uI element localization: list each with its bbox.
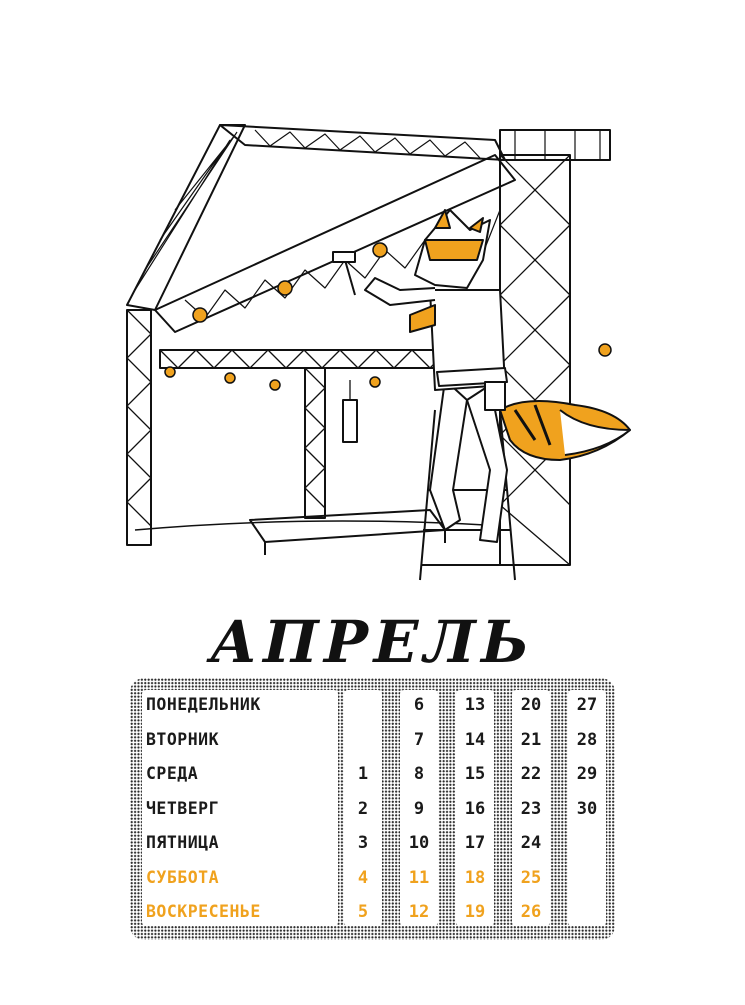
date-cell: 24 bbox=[520, 833, 542, 853]
date-cell: 12 bbox=[408, 902, 430, 922]
weekday-label: ВТОРНИК bbox=[146, 729, 220, 749]
fox-worker bbox=[333, 210, 630, 580]
roof-truss-left bbox=[127, 125, 245, 310]
date-cell: 8 bbox=[413, 764, 425, 784]
month-title: АПРЕЛЬ bbox=[202, 608, 543, 676]
date-cell: 5 bbox=[357, 902, 369, 922]
left-tower bbox=[127, 310, 151, 545]
date-cell: 3 bbox=[357, 833, 369, 853]
right-tower bbox=[500, 130, 610, 565]
date-cell: 10 bbox=[408, 833, 430, 853]
weekday-labels-panel bbox=[142, 690, 338, 926]
date-cell: 2 bbox=[357, 798, 369, 819]
date-cell: 23 bbox=[520, 798, 542, 819]
date-cell: 26 bbox=[520, 902, 542, 922]
weekday-label: СУББОТА bbox=[146, 867, 220, 887]
date-cell: 28 bbox=[576, 729, 598, 750]
date-cell: 1 bbox=[357, 764, 369, 784]
roof-truss-back bbox=[220, 125, 505, 160]
date-cell: 29 bbox=[576, 764, 598, 784]
date-cell: 16 bbox=[464, 798, 486, 819]
date-cell: 27 bbox=[576, 695, 598, 715]
weekday-label: СРЕДА bbox=[146, 764, 199, 783]
date-cell: 6 bbox=[413, 695, 425, 715]
date-cell: 20 bbox=[520, 695, 542, 715]
date-cell: 9 bbox=[413, 798, 425, 819]
date-cell: 19 bbox=[464, 902, 486, 922]
date-cell: 22 bbox=[520, 764, 542, 784]
date-cell: 13 bbox=[464, 695, 486, 715]
date-cell: 18 bbox=[464, 867, 486, 888]
date-cell: 4 bbox=[357, 867, 369, 888]
date-cell: 11 bbox=[408, 867, 430, 888]
date-cell: 14 bbox=[464, 729, 486, 750]
weekday-label: ЧЕТВЕРГ bbox=[146, 798, 220, 818]
date-cell: 25 bbox=[520, 867, 542, 888]
calendar-grid bbox=[130, 678, 615, 940]
fox-worker-illustration bbox=[105, 110, 645, 590]
date-cell: 21 bbox=[520, 729, 542, 750]
weekday-label: ПОНЕДЕЛЬНИК bbox=[146, 695, 261, 714]
date-cell: 17 bbox=[464, 833, 486, 853]
weekday-label: ВОСКРЕСЕНЬЕ bbox=[146, 902, 261, 921]
date-cell: 7 bbox=[413, 729, 425, 750]
back-tower bbox=[305, 368, 325, 518]
stage-platform bbox=[250, 510, 445, 555]
date-cell: 30 bbox=[576, 798, 598, 819]
weekday-label: ПЯТНИЦА bbox=[146, 833, 220, 852]
date-cell: 15 bbox=[464, 764, 486, 784]
